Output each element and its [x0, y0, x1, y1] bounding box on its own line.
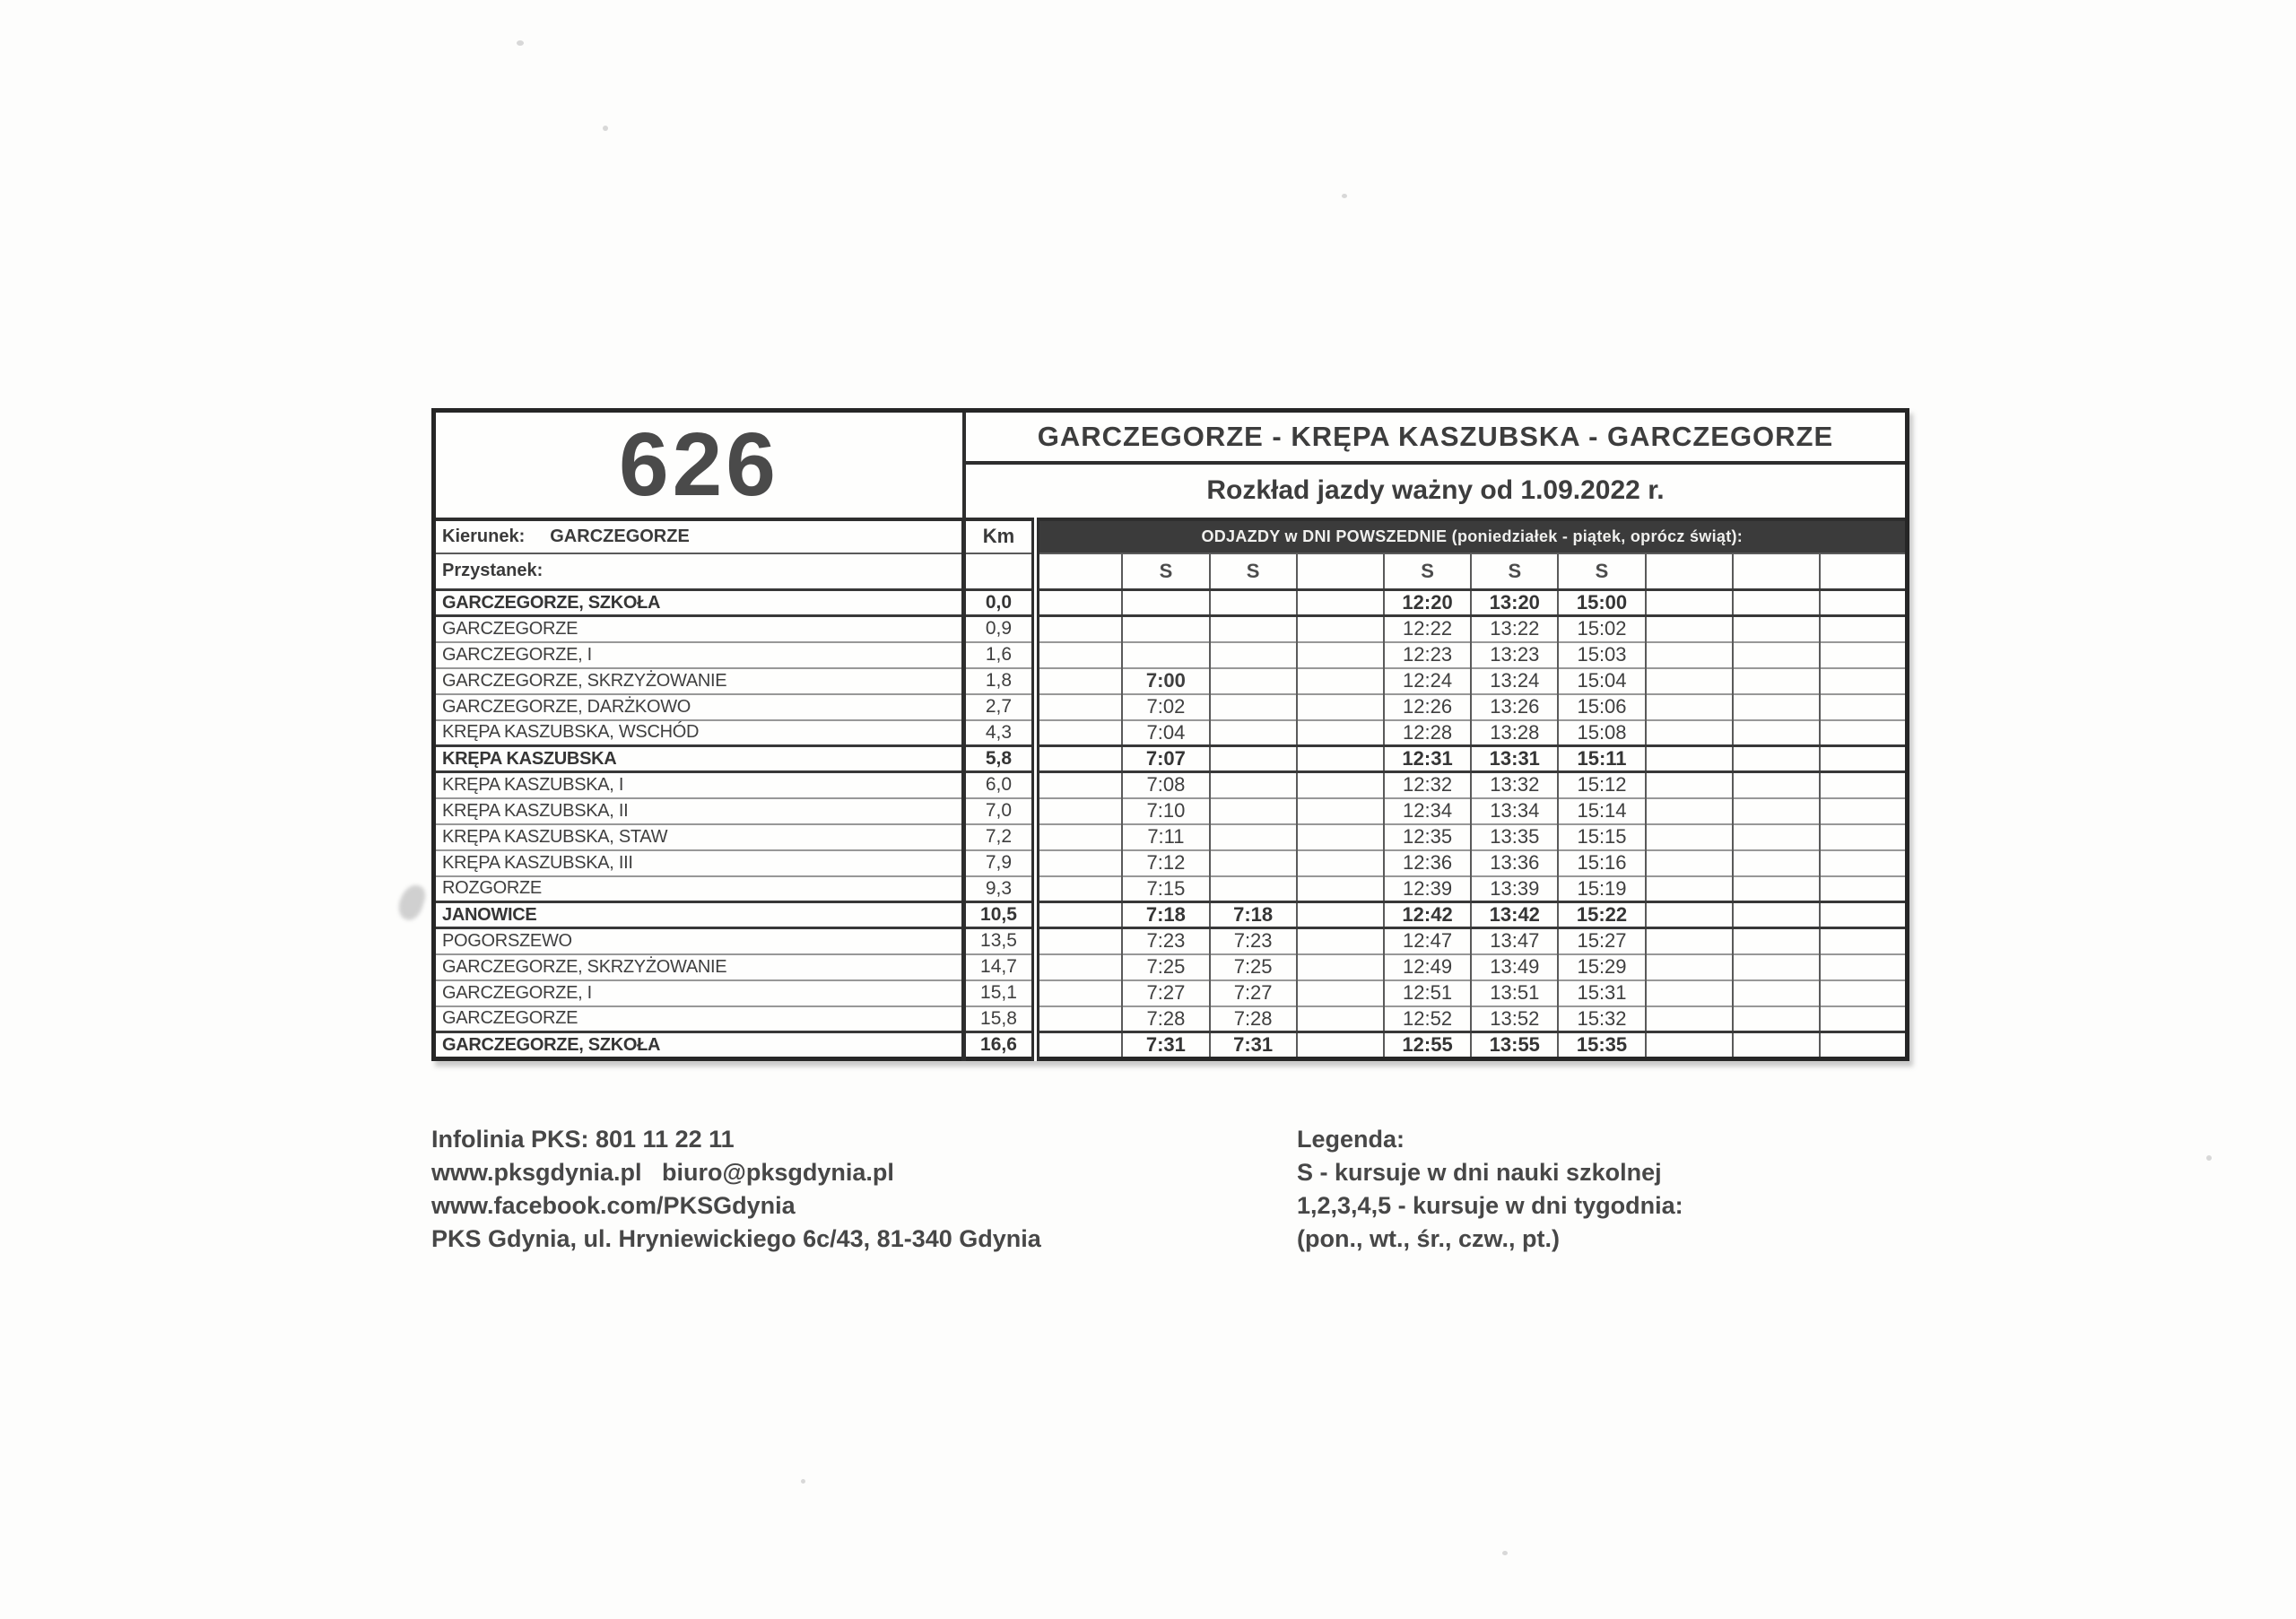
timetable-row — [434, 772, 1908, 798]
timetable-body — [434, 590, 1908, 1059]
departure-time-cell: 12:28 — [1384, 720, 1471, 746]
empty-time-cell — [1820, 954, 1907, 980]
departure-time-cell: 15:29 — [1558, 954, 1645, 980]
empty-time-cell — [1297, 694, 1384, 720]
km-value-cell: 4,3 — [964, 720, 1035, 746]
stop-name-cell: KRĘPA KASZUBSKA, STAW — [434, 824, 964, 850]
km-value-cell: 2,7 — [964, 694, 1035, 720]
km-header-empty-cell — [964, 553, 1035, 590]
departure-time-cell: 12:39 — [1384, 876, 1471, 902]
direction-value: GARCZEGORZE — [550, 526, 690, 546]
empty-time-cell — [1820, 616, 1907, 642]
departure-time-cell: 12:49 — [1384, 954, 1471, 980]
timetable-row — [434, 954, 1908, 980]
empty-time-cell — [1035, 642, 1122, 668]
departure-time-cell: 13:55 — [1471, 1032, 1558, 1059]
km-value-cell: 1,6 — [964, 642, 1035, 668]
timetable-row — [434, 824, 1908, 850]
day-flag-empty-cell — [1297, 553, 1384, 590]
departure-time-cell: 15:08 — [1558, 720, 1645, 746]
empty-time-cell — [1035, 902, 1122, 928]
empty-time-cell — [1210, 668, 1297, 694]
empty-time-cell — [1820, 668, 1907, 694]
day-flag-cell: S — [1558, 553, 1645, 590]
departure-time-cell: 13:20 — [1471, 590, 1558, 616]
empty-time-cell — [1733, 1006, 1820, 1032]
stop-name-cell: GARCZEGORZE, SKRZYŻOWANIE — [434, 668, 964, 694]
timetable-row — [434, 720, 1908, 746]
departure-time-cell: 15:14 — [1558, 798, 1645, 824]
empty-time-cell — [1210, 798, 1297, 824]
legend-block — [1297, 1123, 1683, 1256]
empty-time-cell — [1210, 824, 1297, 850]
empty-time-cell — [1297, 980, 1384, 1006]
departure-time-cell: 7:27 — [1122, 980, 1209, 1006]
departure-time-cell: 7:28 — [1210, 1006, 1297, 1032]
km-value-cell: 9,3 — [964, 876, 1035, 902]
departure-time-cell: 12:20 — [1384, 590, 1471, 616]
header-row-title — [434, 411, 1908, 463]
empty-time-cell — [1297, 616, 1384, 642]
departure-time-cell: 12:26 — [1384, 694, 1471, 720]
departure-time-cell: 12:22 — [1384, 616, 1471, 642]
contact-info-line: Infolinia PKS: 801 11 22 11 — [431, 1126, 735, 1153]
empty-time-cell — [1733, 746, 1820, 772]
empty-time-cell — [1297, 746, 1384, 772]
empty-time-cell — [1733, 772, 1820, 798]
empty-time-cell — [1820, 1032, 1907, 1059]
km-value-cell: 6,0 — [964, 772, 1035, 798]
empty-time-cell — [1820, 824, 1907, 850]
empty-time-cell — [1646, 772, 1733, 798]
empty-time-cell — [1297, 590, 1384, 616]
scan-speck — [603, 126, 608, 131]
departure-time-cell: 15:04 — [1558, 668, 1645, 694]
empty-time-cell — [1646, 668, 1733, 694]
empty-time-cell — [1820, 980, 1907, 1006]
empty-time-cell — [1646, 824, 1733, 850]
empty-time-cell — [1646, 902, 1733, 928]
departure-time-cell: 13:26 — [1471, 694, 1558, 720]
stop-name-cell: GARCZEGORZE — [434, 1006, 964, 1032]
day-flag-empty-cell — [1035, 553, 1122, 590]
empty-time-cell — [1820, 902, 1907, 928]
empty-time-cell — [1297, 928, 1384, 954]
km-value-cell: 10,5 — [964, 902, 1035, 928]
departure-time-cell: 7:10 — [1122, 798, 1209, 824]
empty-time-cell — [1733, 824, 1820, 850]
km-value-cell: 0,9 — [964, 616, 1035, 642]
stop-name-cell: GARCZEGORZE, SZKOŁA — [434, 590, 964, 616]
empty-time-cell — [1210, 720, 1297, 746]
departure-time-cell: 13:47 — [1471, 928, 1558, 954]
stop-name-cell: KRĘPA KASZUBSKA, III — [434, 850, 964, 876]
empty-time-cell — [1820, 642, 1907, 668]
empty-time-cell — [1035, 798, 1122, 824]
timetable — [431, 408, 1909, 1061]
departure-time-cell: 7:31 — [1122, 1032, 1209, 1059]
departure-time-cell: 7:25 — [1122, 954, 1209, 980]
empty-time-cell — [1297, 902, 1384, 928]
departure-time-cell: 7:28 — [1122, 1006, 1209, 1032]
departure-time-cell: 13:35 — [1471, 824, 1558, 850]
empty-time-cell — [1035, 1006, 1122, 1032]
timetable-row — [434, 1032, 1908, 1059]
departure-time-cell: 7:12 — [1122, 850, 1209, 876]
stop-name-cell: KRĘPA KASZUBSKA, II — [434, 798, 964, 824]
empty-time-cell — [1733, 1032, 1820, 1059]
contact-info-line: PKS Gdynia, ul. Hryniewickiego 6c/43, 81-340 Gdynia — [431, 1225, 1041, 1252]
stop-name-cell: POGORSZEWO — [434, 928, 964, 954]
departure-time-cell: 15:11 — [1558, 746, 1645, 772]
departure-time-cell: 7:18 — [1122, 902, 1209, 928]
day-flag-cell: S — [1210, 553, 1297, 590]
departure-time-cell: 12:31 — [1384, 746, 1471, 772]
day-flag-cell: S — [1384, 553, 1471, 590]
direction-row — [434, 519, 1908, 553]
departure-time-cell: 15:16 — [1558, 850, 1645, 876]
day-flag-empty-cell — [1733, 553, 1820, 590]
empty-time-cell — [1820, 772, 1907, 798]
scan-speck — [801, 1479, 805, 1484]
empty-time-cell — [1733, 694, 1820, 720]
empty-time-cell — [1297, 876, 1384, 902]
empty-time-cell — [1035, 824, 1122, 850]
timetable-row — [434, 850, 1908, 876]
empty-time-cell — [1733, 902, 1820, 928]
departure-time-cell: 12:24 — [1384, 668, 1471, 694]
empty-time-cell — [1210, 876, 1297, 902]
km-value-cell: 15,1 — [964, 980, 1035, 1006]
empty-time-cell — [1646, 798, 1733, 824]
stop-name-cell: KRĘPA KASZUBSKA, WSCHÓD — [434, 720, 964, 746]
departure-time-cell: 15:15 — [1558, 824, 1645, 850]
day-flag-empty-cell — [1646, 553, 1733, 590]
empty-time-cell — [1297, 824, 1384, 850]
km-value-cell: 7,9 — [964, 850, 1035, 876]
legend-line: Legenda: — [1297, 1126, 1405, 1153]
empty-time-cell — [1035, 668, 1122, 694]
empty-time-cell — [1122, 616, 1209, 642]
departure-time-cell: 15:27 — [1558, 928, 1645, 954]
departure-time-cell: 12:34 — [1384, 798, 1471, 824]
direction-label: Kierunek: — [442, 526, 526, 546]
empty-time-cell — [1646, 590, 1733, 616]
km-value-cell: 1,8 — [964, 668, 1035, 694]
empty-time-cell — [1646, 642, 1733, 668]
empty-time-cell — [1035, 694, 1122, 720]
timetable-row — [434, 616, 1908, 642]
empty-time-cell — [1646, 928, 1733, 954]
empty-time-cell — [1646, 980, 1733, 1006]
empty-time-cell — [1297, 1032, 1384, 1059]
empty-time-cell — [1646, 694, 1733, 720]
timetable-row — [434, 642, 1908, 668]
departure-time-cell: 12:47 — [1384, 928, 1471, 954]
departure-time-cell: 12:51 — [1384, 980, 1471, 1006]
empty-time-cell — [1035, 850, 1122, 876]
stop-name-cell: GARCZEGORZE, I — [434, 980, 964, 1006]
route-number: 626 — [434, 411, 964, 519]
timetable-row — [434, 1006, 1908, 1032]
empty-time-cell — [1297, 798, 1384, 824]
km-value-cell: 7,2 — [964, 824, 1035, 850]
departure-time-cell: 13:36 — [1471, 850, 1558, 876]
day-flag-cell: S — [1122, 553, 1209, 590]
scan-speck — [2206, 1155, 2212, 1161]
empty-time-cell — [1297, 1006, 1384, 1032]
departure-time-cell: 15:06 — [1558, 694, 1645, 720]
departure-time-cell: 13:39 — [1471, 876, 1558, 902]
departure-time-cell: 13:34 — [1471, 798, 1558, 824]
timetable-row — [434, 876, 1908, 902]
empty-time-cell — [1210, 590, 1297, 616]
empty-time-cell — [1646, 850, 1733, 876]
stop-column-header: Przystanek: — [434, 553, 964, 590]
departure-time-cell: 7:23 — [1122, 928, 1209, 954]
departure-time-cell: 13:24 — [1471, 668, 1558, 694]
departure-time-cell: 15:31 — [1558, 980, 1645, 1006]
empty-time-cell — [1297, 668, 1384, 694]
empty-time-cell — [1210, 772, 1297, 798]
contact-info-block — [431, 1123, 1041, 1256]
day-flag-empty-cell — [1820, 553, 1907, 590]
departure-time-cell: 7:00 — [1122, 668, 1209, 694]
stop-name-cell: GARCZEGORZE, SZKOŁA — [434, 1032, 964, 1059]
empty-time-cell — [1297, 720, 1384, 746]
empty-time-cell — [1733, 668, 1820, 694]
empty-time-cell — [1646, 1032, 1733, 1059]
departure-time-cell: 12:36 — [1384, 850, 1471, 876]
empty-time-cell — [1820, 876, 1907, 902]
empty-time-cell — [1820, 1006, 1907, 1032]
empty-time-cell — [1035, 616, 1122, 642]
timetable-row — [434, 694, 1908, 720]
empty-time-cell — [1035, 876, 1122, 902]
empty-time-cell — [1733, 850, 1820, 876]
departure-time-cell: 15:19 — [1558, 876, 1645, 902]
departure-time-cell: 15:22 — [1558, 902, 1645, 928]
km-value-cell: 0,0 — [964, 590, 1035, 616]
km-value-cell: 5,8 — [964, 746, 1035, 772]
empty-time-cell — [1646, 720, 1733, 746]
departure-time-cell: 7:04 — [1122, 720, 1209, 746]
empty-time-cell — [1733, 642, 1820, 668]
departure-time-cell: 13:49 — [1471, 954, 1558, 980]
empty-time-cell — [1733, 954, 1820, 980]
timetable-row — [434, 980, 1908, 1006]
empty-time-cell — [1122, 642, 1209, 668]
empty-time-cell — [1035, 928, 1122, 954]
departure-time-cell: 15:02 — [1558, 616, 1645, 642]
km-value-cell: 13,5 — [964, 928, 1035, 954]
stop-name-cell: GARCZEGORZE — [434, 616, 964, 642]
timetable-row — [434, 798, 1908, 824]
km-value-cell: 7,0 — [964, 798, 1035, 824]
empty-time-cell — [1646, 746, 1733, 772]
empty-time-cell — [1210, 746, 1297, 772]
departure-time-cell: 13:22 — [1471, 616, 1558, 642]
legend-line: 1,2,3,4,5 - kursuje w dni tygodnia: — [1297, 1192, 1683, 1219]
departure-time-cell: 13:28 — [1471, 720, 1558, 746]
empty-time-cell — [1210, 850, 1297, 876]
departure-time-cell: 15:35 — [1558, 1032, 1645, 1059]
departure-time-cell: 7:07 — [1122, 746, 1209, 772]
departure-time-cell: 13:42 — [1471, 902, 1558, 928]
departure-time-cell: 12:55 — [1384, 1032, 1471, 1059]
departure-time-cell: 12:32 — [1384, 772, 1471, 798]
empty-time-cell — [1733, 980, 1820, 1006]
empty-time-cell — [1210, 694, 1297, 720]
km-value-cell: 14,7 — [964, 954, 1035, 980]
departure-time-cell: 13:32 — [1471, 772, 1558, 798]
departure-time-cell: 12:42 — [1384, 902, 1471, 928]
departure-time-cell: 13:52 — [1471, 1006, 1558, 1032]
empty-time-cell — [1733, 928, 1820, 954]
empty-time-cell — [1733, 720, 1820, 746]
stop-name-cell: GARCZEGORZE, DARŻKOWO — [434, 694, 964, 720]
validity-note: Rozkład jazdy ważny od 1.09.2022 r. — [964, 463, 1908, 519]
timetable-row — [434, 590, 1908, 616]
timetable-row — [434, 668, 1908, 694]
empty-time-cell — [1820, 694, 1907, 720]
empty-time-cell — [1210, 616, 1297, 642]
route-title: GARCZEGORZE - KRĘPA KASZUBSKA - GARCZEGORZE — [964, 411, 1908, 463]
empty-time-cell — [1646, 616, 1733, 642]
scan-speck — [517, 40, 524, 46]
empty-time-cell — [1035, 980, 1122, 1006]
departure-time-cell: 13:31 — [1471, 746, 1558, 772]
timetable-row — [434, 902, 1908, 928]
empty-time-cell — [1297, 850, 1384, 876]
empty-time-cell — [1122, 590, 1209, 616]
departure-time-cell: 12:35 — [1384, 824, 1471, 850]
departures-header-bar: ODJAZDY w DNI POWSZEDNIE (poniedziałek - piątek, oprócz świąt): — [1035, 519, 1907, 553]
departure-time-cell: 7:27 — [1210, 980, 1297, 1006]
direction-cell — [434, 519, 964, 553]
departure-time-cell: 7:31 — [1210, 1032, 1297, 1059]
departure-time-cell: 7:15 — [1122, 876, 1209, 902]
empty-time-cell — [1733, 590, 1820, 616]
contact-info-line: www.pksgdynia.pl biuro@pksgdynia.pl — [431, 1159, 894, 1186]
empty-time-cell — [1820, 590, 1907, 616]
departure-time-cell: 15:00 — [1558, 590, 1645, 616]
timetable-row — [434, 928, 1908, 954]
empty-time-cell — [1733, 616, 1820, 642]
stop-name-cell: JANOWICE — [434, 902, 964, 928]
stop-name-cell: GARCZEGORZE, SKRZYŻOWANIE — [434, 954, 964, 980]
stop-name-cell: KRĘPA KASZUBSKA — [434, 746, 964, 772]
departure-time-cell: 12:52 — [1384, 1006, 1471, 1032]
departure-time-cell: 7:11 — [1122, 824, 1209, 850]
departure-time-cell: 7:23 — [1210, 928, 1297, 954]
departure-time-cell: 7:18 — [1210, 902, 1297, 928]
empty-time-cell — [1035, 720, 1122, 746]
empty-time-cell — [1035, 954, 1122, 980]
contact-info-line: www.facebook.com/PKSGdynia — [431, 1192, 796, 1219]
scan-smudge — [395, 882, 428, 923]
empty-time-cell — [1035, 1032, 1122, 1059]
km-column-header: Km — [964, 519, 1035, 553]
empty-time-cell — [1733, 798, 1820, 824]
stop-name-cell: GARCZEGORZE, I — [434, 642, 964, 668]
empty-time-cell — [1733, 876, 1820, 902]
departure-time-cell: 7:02 — [1122, 694, 1209, 720]
departure-time-cell: 15:32 — [1558, 1006, 1645, 1032]
scan-speck — [1342, 194, 1347, 198]
departure-time-cell: 13:23 — [1471, 642, 1558, 668]
timetable-row — [434, 746, 1908, 772]
scan-speck — [1502, 1551, 1508, 1555]
empty-time-cell — [1297, 772, 1384, 798]
stop-name-cell: ROZGORZE — [434, 876, 964, 902]
legend-line: S - kursuje w dni nauki szkolnej — [1297, 1159, 1662, 1186]
stop-name-cell: KRĘPA KASZUBSKA, I — [434, 772, 964, 798]
departure-time-cell: 15:03 — [1558, 642, 1645, 668]
empty-time-cell — [1820, 798, 1907, 824]
stop-header-row — [434, 553, 1908, 590]
legend-line: (pon., wt., śr., czw., pt.) — [1297, 1225, 1561, 1252]
empty-time-cell — [1035, 590, 1122, 616]
empty-time-cell — [1820, 720, 1907, 746]
departure-time-cell: 15:12 — [1558, 772, 1645, 798]
empty-time-cell — [1646, 954, 1733, 980]
empty-time-cell — [1035, 746, 1122, 772]
empty-time-cell — [1646, 1006, 1733, 1032]
empty-time-cell — [1820, 928, 1907, 954]
departure-time-cell: 13:51 — [1471, 980, 1558, 1006]
empty-time-cell — [1820, 746, 1907, 772]
km-value-cell: 15,8 — [964, 1006, 1035, 1032]
empty-time-cell — [1297, 642, 1384, 668]
empty-time-cell — [1820, 850, 1907, 876]
departure-time-cell: 7:08 — [1122, 772, 1209, 798]
departure-time-cell: 12:23 — [1384, 642, 1471, 668]
departure-time-cell: 7:25 — [1210, 954, 1297, 980]
km-value-cell: 16,6 — [964, 1032, 1035, 1059]
empty-time-cell — [1297, 954, 1384, 980]
empty-time-cell — [1210, 642, 1297, 668]
day-flag-cell: S — [1471, 553, 1558, 590]
empty-time-cell — [1646, 876, 1733, 902]
empty-time-cell — [1035, 772, 1122, 798]
